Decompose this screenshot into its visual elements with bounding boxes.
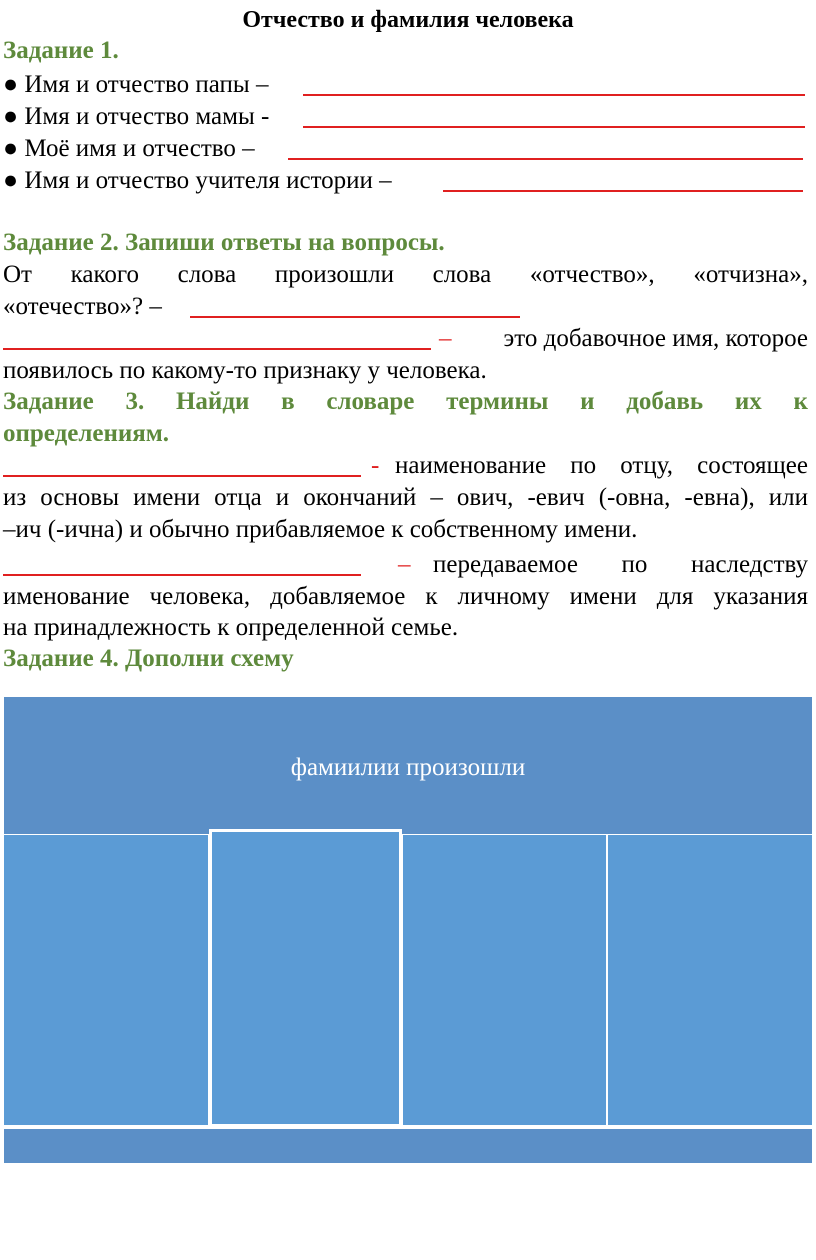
diagram-footer-bar (4, 1129, 812, 1163)
diagram-box-3[interactable] (403, 835, 606, 1125)
answer-blank-self[interactable] (288, 134, 803, 160)
task2-question2-line2: появилось по какому-то признаку у человека. (3, 357, 487, 384)
task1-item-label: ● Имя и отчество папы – (3, 71, 269, 98)
task3-def1-line2: из основы имени отца и окончаний – ович, -евич (-овна, -евна), или (3, 484, 808, 511)
task1-item-mother (3, 102, 808, 132)
word: передаваемое (433, 551, 578, 578)
word: наследству (690, 551, 808, 578)
diagram-box-2[interactable] (209, 829, 402, 1127)
word: словаре (326, 388, 415, 415)
page-title: Отчество и фамилия человека (242, 7, 574, 33)
word: их (734, 388, 762, 415)
word: какого (70, 261, 139, 288)
question-text: «отечество»? – (3, 293, 162, 320)
word: Найди (175, 388, 250, 415)
task3-def2-line3: на принадлежность к определенной семье. (3, 614, 459, 641)
task1-item-label: ● Моё имя и отчество – (3, 135, 255, 162)
word: слова (432, 261, 492, 288)
word: к (793, 388, 808, 415)
diagram-box-1[interactable] (4, 835, 208, 1125)
task1-heading: Задание 1. (3, 37, 119, 64)
word: 3. (125, 388, 145, 415)
task3-heading-line1 (3, 387, 808, 417)
answer-blank-father[interactable] (303, 70, 805, 96)
task1-item-label: ● Имя и отчество мамы - (3, 103, 270, 130)
diagram-box-4[interactable] (608, 835, 812, 1125)
definition-text: наименование по отцу, состоящее (395, 452, 808, 479)
definition-text: это добавочное имя, которое (503, 325, 808, 352)
task3-def2-line2: именование человека, добавляемое к личному имени для указания (3, 583, 808, 610)
answer-blank-surname[interactable] (3, 550, 361, 576)
word: От (3, 261, 32, 288)
answer-blank-mother[interactable] (303, 102, 805, 128)
definition-text (433, 550, 808, 580)
task1-item-father (3, 70, 808, 100)
word: и (580, 388, 595, 415)
answer-blank-patronymic[interactable] (3, 451, 361, 477)
word: слова (177, 261, 237, 288)
diagram-header-text: фамиилии произошли (290, 753, 526, 781)
task3-heading-line2: определениям. (3, 420, 170, 447)
surname-origin-diagram (4, 697, 812, 1163)
word: «отчество», (529, 261, 655, 288)
task1-item-teacher (3, 166, 808, 196)
diagram-header-box (4, 697, 812, 834)
task2-heading: Задание 2. Запиши ответы на вопросы. (3, 229, 445, 256)
answer-blank-origin[interactable] (190, 292, 520, 318)
task1-item-label: ● Имя и отчество учителя истории – (3, 167, 392, 194)
red-dash: – (439, 325, 452, 352)
word: добавь (626, 388, 704, 415)
word: произошли (274, 261, 394, 288)
word: по (621, 551, 648, 578)
word: «отчизна», (693, 261, 808, 288)
word: в (281, 388, 295, 415)
red-dash: - (371, 452, 380, 479)
answer-blank-nickname[interactable] (3, 324, 431, 350)
word: термины (446, 388, 549, 415)
answer-blank-teacher[interactable] (443, 166, 803, 192)
task4-heading: Задание 4. Дополни схему (3, 645, 294, 672)
red-dash: – (398, 551, 411, 578)
task1-item-self (3, 134, 808, 164)
task2-question1-line2 (3, 292, 808, 322)
task3-def1-line3: –ич (-ична) и обычно прибавляемое к собственному имени. (3, 516, 638, 543)
word: Задание (3, 388, 94, 415)
task2-question1-line1 (3, 260, 808, 290)
